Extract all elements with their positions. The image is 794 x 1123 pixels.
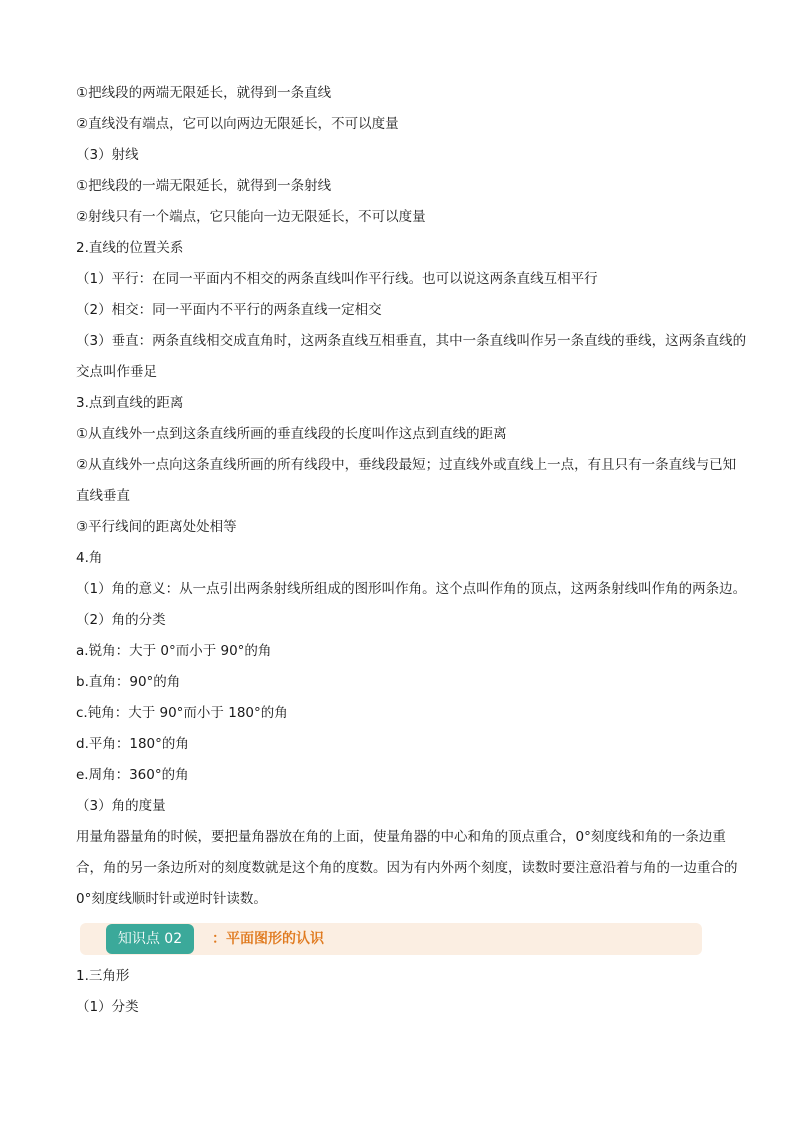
paragraph: ①从直线外一点到这条直线所画的垂直线段的长度叫作这点到直线的距离 [76, 426, 507, 442]
paragraph: ③平行线间的距离处处相等 [76, 519, 237, 535]
paragraph: ①把线段的一端无限延长，就得到一条射线 [76, 178, 332, 194]
section-header [80, 923, 702, 955]
list-item: d.平角：180°的角 [76, 736, 189, 752]
paragraph: （1）角的意义：从一点引出两条射线所组成的图形叫作角。这个点叫作角的顶点，这两条射线叫作角的两条边。 [76, 581, 747, 597]
list-item: e.周角：360°的角 [76, 767, 189, 783]
paragraph: ②从直线外一点向这条直线所画的所有线段中，垂线段最短；过直线外或直线上一点，有且只有一条直线与已知直线垂直 [76, 457, 737, 504]
subheading: （3）角的度量 [76, 798, 166, 814]
paragraph: ①把线段的两端无限延长，就得到一条直线 [76, 85, 332, 101]
paragraph: （1）平行：在同一平面内不相交的两条直线叫作平行线。也可以说这两条直线互相平行 [76, 271, 598, 287]
subheading: （2）角的分类 [76, 612, 166, 628]
paragraph: （2）相交：同一平面内不平行的两条直线一定相交 [76, 302, 382, 318]
list-item: b.直角：90°的角 [76, 674, 181, 690]
document-body [76, 78, 748, 1023]
section-tag: 知识点 02 [106, 924, 194, 954]
paragraph: ②直线没有端点，它可以向两边无限延长，不可以度量 [76, 116, 399, 132]
paragraph: 用量角器量角的时候，要把量角器放在角的上面，使量角器的中心和角的顶点重合，0°刻度线和角的一条边重合，角的另一条边所对的刻度数就是这个角的度数。因为有内外两个刻度，读数时要注意沿着与角的一边重合的 0°刻度线顺时针或逆时针读数。 [76, 829, 738, 907]
heading: 4.角 [76, 550, 103, 566]
subheading: （3）射线 [76, 147, 139, 163]
section-title: ：平面图形的认识 [212, 931, 324, 947]
heading: 1.三角形 [76, 968, 130, 984]
subheading: （1）分类 [76, 999, 139, 1015]
paragraph: （3）垂直：两条直线相交成直角时，这两条直线互相垂直，其中一条直线叫作另一条直线的垂线，这两条直线的交点叫作垂足 [76, 333, 747, 380]
paragraph: ②射线只有一个端点，它只能向一边无限延长，不可以度量 [76, 209, 426, 225]
heading: 2.直线的位置关系 [76, 240, 184, 256]
heading: 3.点到直线的距离 [76, 395, 184, 411]
list-item: c.钝角：大于 90°而小于 180°的角 [76, 705, 288, 721]
list-item: a.锐角：大于 0°而小于 90°的角 [76, 643, 272, 659]
